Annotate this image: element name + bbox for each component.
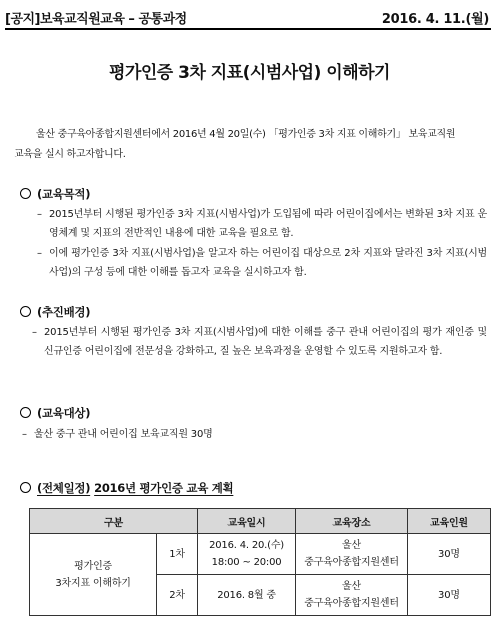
table-row (30, 534, 491, 575)
intro-paragraph (14, 125, 490, 165)
notice-header (5, 6, 491, 30)
background-item-1: – 2015년부터 시행된 평가인증 3차 지표(시범사업)에 대한 이해를 중구 관내 어린이집의 평가 재인증 및 신규인증 어린이집에 전문성을 강화하고, 질 높은 보육과정을 운영할 수 있도록 지원하고자 함. (32, 327, 487, 357)
header-category: 구분 (30, 509, 198, 534)
document-title: 평가인증 3차 지표(시범사업) 이해하기 (109, 63, 390, 83)
header-place: 교육장소 (296, 509, 408, 534)
datetime-cell: 2016. 8월 중 (198, 575, 296, 616)
circle-bullet-icon (20, 482, 31, 493)
notice-category: [공지]보육교직원교육 – 공통과정 (5, 12, 187, 27)
course-name: 평가인증 3차지표 이해하기 (30, 534, 157, 616)
intro-line-1: 울산 중구육아종합지원센터에서 2016년 4월 20일(수) 「평가인증 3차 지표 이해하기」 보육교직원 (36, 129, 456, 140)
place-cell: 울산 중구육아종합지원센터 (296, 575, 408, 616)
circle-bullet-icon (20, 188, 31, 199)
purpose-item-2: – 이에 평가인증 3차 지표(시범사업)을 알고자 하는 어린이집 대상으로 2차 지표와 달라진 3차 지표(시범사업)의 구성 등에 대한 이해를 돕고자 교육을 실시하고자 함. (37, 248, 487, 278)
section-schedule-heading: (전체일정) 2016년 평가인증 교육 계획 (20, 480, 233, 496)
schedule-table (29, 508, 491, 616)
header-datetime: 교육일시 (198, 509, 296, 534)
table-header-row (30, 509, 491, 534)
header-count: 교육인원 (407, 509, 490, 534)
circle-bullet-icon (20, 306, 31, 317)
intro-line-2: 교육을 실시 하고자합니다. (14, 149, 126, 160)
target-item-1: – 울산 중구 관내 어린이집 보육교직원 30명 (22, 429, 213, 440)
circle-bullet-icon (20, 407, 31, 418)
count-cell: 30명 (407, 534, 490, 575)
count-cell: 30명 (407, 575, 490, 616)
round-cell: 2차 (157, 575, 198, 616)
schedule-subtitle: 2016년 평가인증 교육 계획 (94, 481, 234, 495)
purpose-item-1: – 2015년부터 시행된 평가인증 3차 지표(시범사업)가 도입됨에 따라 어린이집에서는 변화된 3차 지표 운영체계 및 지표의 전반적인 내용에 대한 교육을 필요로 함. (37, 209, 487, 239)
notice-date: 2016. 4. 11.(월) (381, 12, 489, 27)
round-cell: 1차 (157, 534, 198, 575)
section-target-heading: (교육대상) (20, 405, 90, 421)
section-background-heading: (추진배경) (20, 304, 90, 320)
section-purpose-heading: (교육목적) (20, 186, 90, 202)
datetime-cell: 2016. 4. 20.(수) 18:00 ~ 20:00 (198, 534, 296, 575)
place-cell: 울산 중구육아종합지원센터 (296, 534, 408, 575)
